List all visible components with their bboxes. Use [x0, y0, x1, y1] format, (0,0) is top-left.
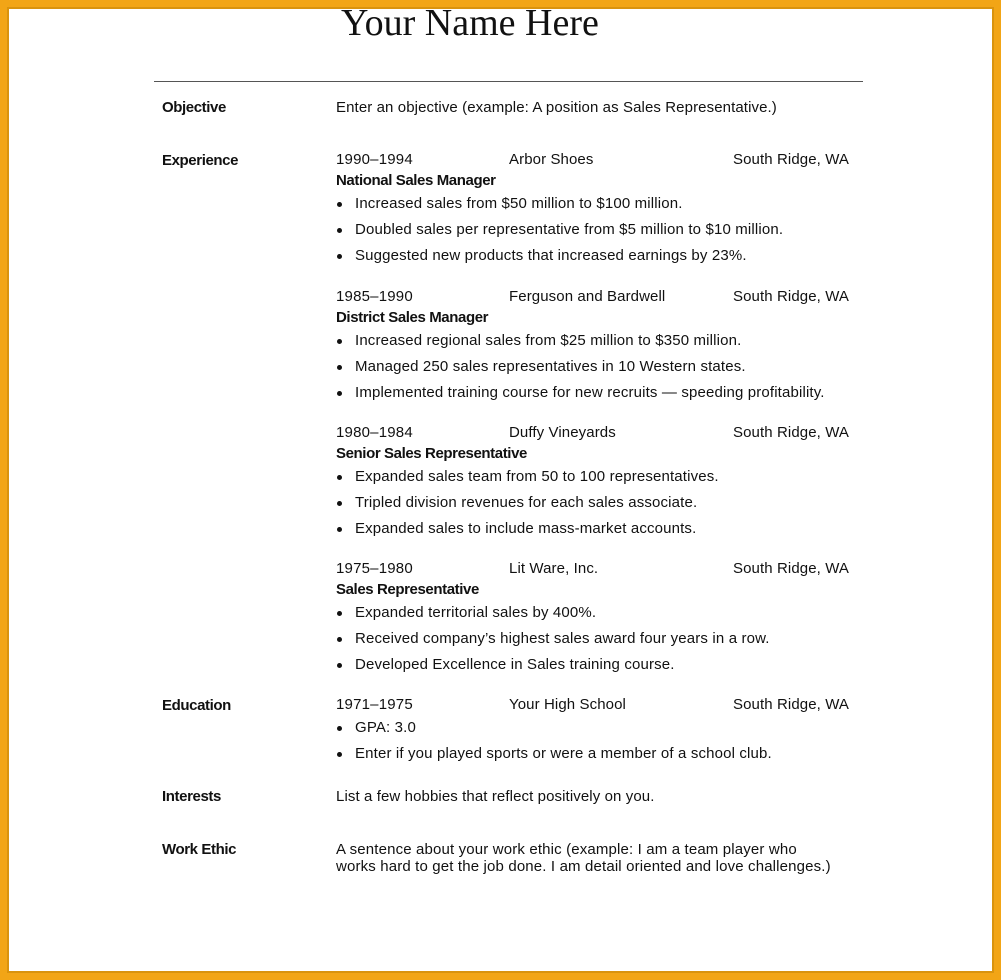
- job-company: Ferguson and Bardwell: [509, 288, 666, 305]
- resume-page: [19, 7, 994, 973]
- bullet-text: Enter if you played sports or were a member of a school club.: [355, 745, 772, 762]
- work-ethic-text: [336, 841, 866, 875]
- list-item: [336, 330, 866, 356]
- job-header-row: [336, 559, 866, 579]
- bullet-text: Doubled sales per representative from $5 million to $10 million.: [355, 221, 784, 238]
- bullet-icon: [337, 202, 342, 207]
- job-bullet-list: [336, 330, 866, 408]
- job-dates: 1980–1984: [336, 424, 413, 441]
- list-item: [336, 356, 866, 382]
- job-company: Lit Ware, Inc.: [509, 560, 599, 577]
- bullet-text: Developed Excellence in Sales training course.: [355, 656, 675, 673]
- list-item: [336, 654, 866, 680]
- job-header-row: [336, 423, 866, 443]
- job-entry: [336, 423, 866, 544]
- education-header-row: [336, 695, 866, 715]
- objective-heading: Objective: [162, 99, 226, 116]
- bullet-icon: [337, 339, 342, 344]
- job-company: Duffy Vineyards: [509, 424, 616, 441]
- bullet-text: Suggested new products that increased earnings by 23%.: [355, 247, 747, 264]
- bullet-icon: [337, 752, 342, 757]
- list-item: [336, 466, 866, 492]
- job-dates: 1985–1990: [336, 288, 413, 305]
- job-bullet-list: [336, 602, 866, 680]
- bullet-icon: [337, 726, 342, 731]
- bullet-text: Tripled division revenues for each sales associate.: [355, 494, 698, 511]
- job-location: South Ridge, WA: [733, 288, 849, 305]
- list-item: [336, 245, 866, 271]
- interests-heading: Interests: [162, 788, 221, 805]
- job-location: South Ridge, WA: [733, 560, 849, 577]
- list-item: [336, 193, 866, 219]
- bullet-icon: [337, 475, 342, 480]
- list-item: [336, 743, 866, 769]
- list-item: [336, 602, 866, 628]
- job-location: South Ridge, WA: [733, 424, 849, 441]
- experience-heading: Experience: [162, 152, 239, 169]
- job-bullet-list: [336, 193, 866, 271]
- education-heading: Education: [162, 697, 231, 714]
- bullet-text: Increased sales from $50 million to $100 million.: [355, 195, 683, 212]
- job-bullet-list: [336, 466, 866, 544]
- work-ethic-line: A sentence about your work ethic (example: I am a team player who: [336, 841, 797, 858]
- objective-text: Enter an objective (example: A position as Sales Representative.): [336, 99, 777, 116]
- list-item: [336, 628, 866, 654]
- job-dates: 1975–1980: [336, 560, 413, 577]
- interests-text: List a few hobbies that reflect positively on you.: [336, 788, 655, 805]
- job-location: South Ridge, WA: [733, 151, 849, 168]
- list-item: [336, 382, 866, 408]
- bullet-text: Expanded sales team from 50 to 100 representatives.: [355, 468, 719, 485]
- job-company: Arbor Shoes: [509, 151, 594, 168]
- bullet-icon: [337, 611, 342, 616]
- list-item: [336, 518, 866, 544]
- list-item: [336, 717, 866, 743]
- bullet-icon: [337, 254, 342, 259]
- job-title: Sales Representative: [336, 581, 479, 598]
- job-header-row: [336, 287, 866, 307]
- bullet-icon: [337, 228, 342, 233]
- job-entry: [336, 150, 866, 271]
- bullet-text: Expanded sales to include mass-market accounts.: [355, 520, 697, 537]
- job-title: National Sales Manager: [336, 172, 496, 189]
- bullet-icon: [337, 391, 342, 396]
- document-border: [7, 7, 994, 973]
- work-ethic-heading: Work Ethic: [162, 841, 237, 858]
- education-bullet-list: [336, 717, 866, 769]
- bullet-icon: [337, 663, 342, 668]
- job-entry: [336, 287, 866, 408]
- bullet-text: GPA: 3.0: [355, 719, 416, 736]
- header-divider: [154, 81, 863, 82]
- education-location: South Ridge, WA: [733, 696, 849, 713]
- bullet-icon: [337, 501, 342, 506]
- bullet-text: Expanded territorial sales by 400%.: [355, 604, 597, 621]
- job-dates: 1990–1994: [336, 151, 413, 168]
- bullet-icon: [337, 365, 342, 370]
- job-title: Senior Sales Representative: [336, 445, 527, 462]
- work-ethic-line: works hard to get the job done. I am detail oriented and love challenges.): [336, 858, 831, 875]
- bullet-icon: [337, 527, 342, 532]
- bullet-icon: [337, 637, 342, 642]
- bullet-text: Managed 250 sales representatives in 10 Western states.: [355, 358, 746, 375]
- education-school: Your High School: [509, 696, 626, 713]
- bullet-text: Received company’s highest sales award four years in a row.: [355, 630, 770, 647]
- job-entry: [336, 559, 866, 680]
- education-dates: 1971–1975: [336, 696, 413, 713]
- list-item: [336, 219, 866, 245]
- education-entry: [336, 695, 866, 769]
- job-header-row: [336, 150, 866, 170]
- bullet-text: Increased regional sales from $25 million to $350 million.: [355, 332, 742, 349]
- job-title: District Sales Manager: [336, 309, 489, 326]
- list-item: [336, 492, 866, 518]
- name-heading: Your Name Here: [341, 7, 599, 44]
- bullet-text: Implemented training course for new recruits — speeding profitability.: [355, 384, 825, 401]
